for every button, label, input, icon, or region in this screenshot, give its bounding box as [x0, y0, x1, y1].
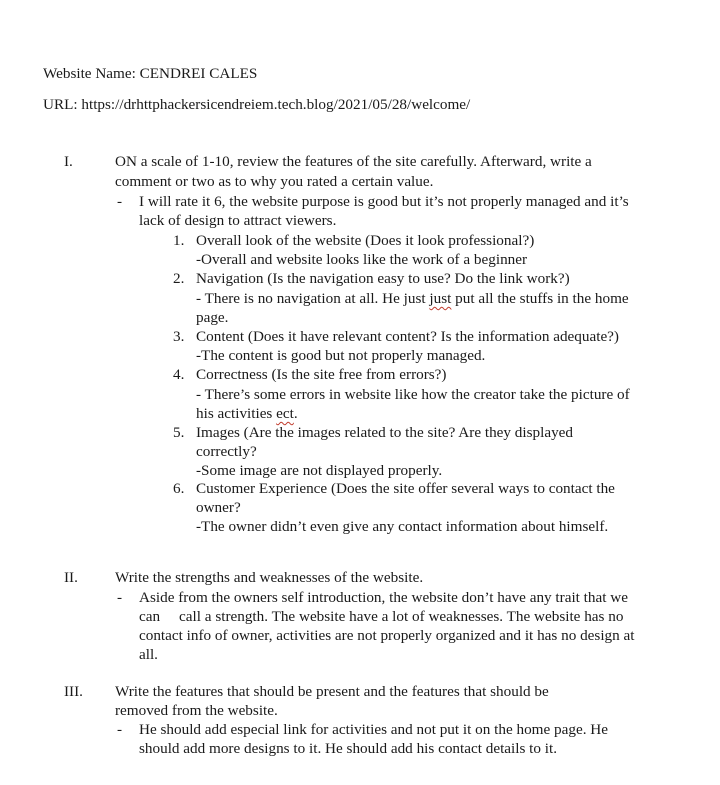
item-question: Correctness (Is the site free from errors?)	[196, 366, 447, 383]
item-answer: -Overall and website looks like the work of a beginner	[196, 251, 528, 268]
item-number: 4.	[173, 366, 185, 383]
item-question: Overall look of the website (Does it look professional?)	[196, 232, 535, 249]
bullet-dash: -	[117, 721, 123, 738]
spelling-flag: just	[429, 290, 452, 307]
section-prompt-line: removed from the website.	[115, 702, 278, 719]
item-number: 1.	[173, 232, 185, 249]
section-prompt-line: Write the strengths and weaknesses of the website.	[115, 569, 424, 586]
item-question: Customer Experience (Does the site offer several ways to contact the	[196, 480, 615, 497]
item-question: correctly?	[196, 443, 257, 460]
answer-line: can call a strength. The website have a lot of weaknesses. The website has no	[139, 608, 624, 625]
answer-line: Aside from the owners self introduction, the website don’t have any trait that we	[139, 589, 628, 606]
website-name: Website Name: CENDREI CALES	[43, 65, 258, 82]
item-answer: -The owner didn’t even give any contact information about himself.	[196, 518, 609, 535]
answer-line: all.	[139, 646, 158, 663]
section-prompt-line: ON a scale of 1-10, review the features of the site carefully. Afterward, write a	[115, 153, 592, 170]
item-question: Images (Are the images related to the site? Are they displayed	[196, 424, 574, 441]
section-numeral: I.	[64, 153, 73, 170]
item-answer: his activities ect.	[196, 405, 298, 422]
section-prompt-line: comment or two as to why you rated a certain value.	[115, 173, 434, 190]
item-answer: -The content is good but not properly managed.	[196, 347, 486, 364]
item-question: Navigation (Is the navigation easy to use? Do the link work?)	[196, 270, 570, 287]
section-numeral: II.	[64, 569, 78, 586]
item-number: 6.	[173, 480, 185, 497]
bullet-dash: -	[117, 193, 123, 210]
item-answer: - There is no navigation at all. He just just put all the stuffs in the home	[196, 290, 629, 307]
item-answer: - There’s some errors in website like how the creator take the picture of	[196, 386, 630, 403]
section-numeral: III.	[64, 683, 83, 700]
item-number: 5.	[173, 424, 185, 441]
answer-line: contact info of owner, activities are not properly organized and it has no design at	[139, 627, 635, 644]
answer-line: should add more designs to it. He should add his contact details to it.	[139, 740, 558, 757]
answer-line: He should add especial link for activities and not put it on the home page. He	[139, 721, 609, 738]
item-answer: -Some image are not displayed properly.	[196, 462, 443, 479]
item-number: 3.	[173, 328, 185, 345]
website-url: URL: https://drhttphackersicendreiem.tech.blog/2021/05/28/welcome/	[43, 96, 471, 113]
bullet-dash: -	[117, 589, 123, 606]
item-number: 2.	[173, 270, 185, 287]
section-prompt-line: Write the features that should be present and the features that should be	[115, 683, 549, 700]
item-question: owner?	[196, 499, 241, 516]
answer-line: lack of design to attract viewers.	[139, 212, 337, 229]
item-question: Content (Does it have relevant content? Is the information adequate?)	[196, 328, 619, 345]
spelling-flag: ect	[276, 405, 294, 422]
answer-line: I will rate it 6, the website purpose is good but it’s not properly managed and it’s	[139, 193, 629, 210]
item-answer: page.	[196, 309, 229, 326]
